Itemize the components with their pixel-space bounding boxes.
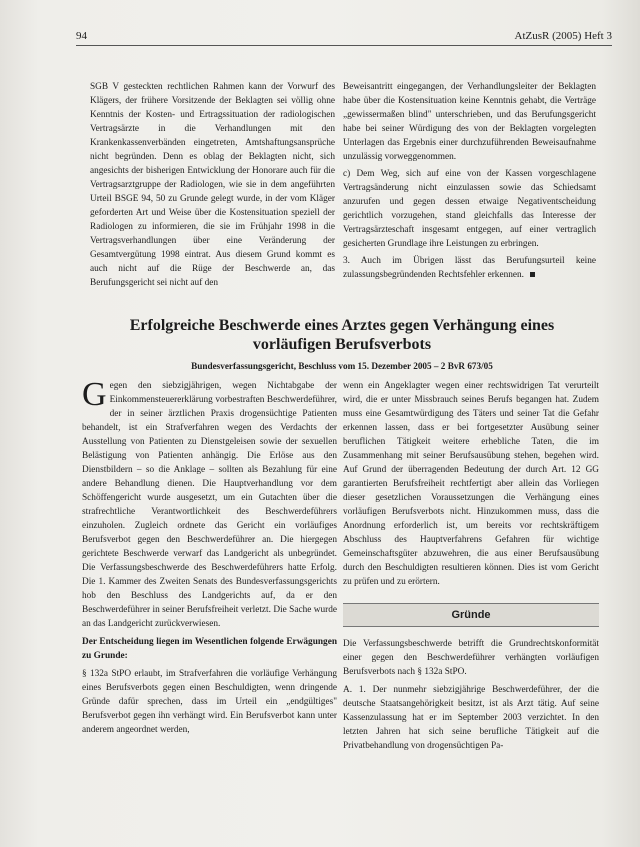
paragraph-text: 3. Auch im Übrigen lässt das Berufungsurteil keine zulassungsbegründenden Rechtsfehler erkennen. — [343, 256, 596, 280]
end-of-article-mark — [530, 272, 535, 277]
article-right-column — [343, 379, 599, 757]
paragraph: A. 1. Der nunmehr siebzigjährige Beschwerdeführer, der die deutsche Staatsangehörigkeit besitzt, ist als Arzt tätig. Auf seine Kassenzulassung hat er im September 2003 verzichtet. In den letzten Jahren hat sich seine berufliche Tätigkeit auf die Privatbehandlung von drogensüchtigen Pa- — [343, 685, 599, 751]
page-number: 94 — [76, 30, 87, 42]
journal-reference: AtZusR (2005) Heft 3 — [514, 30, 612, 42]
drop-cap: G — [82, 376, 107, 413]
article-left-column — [82, 376, 337, 741]
paragraph: Beweisantritt eingegangen, der Verhandlungsleiter der Beklagten habe über die Kostensituation keine Kenntnis gehabt, die Verträge „gewissermaßen blind" unterschrieben, und das Berufungsgericht habe bei seiner Würdigung des von der Beklagten vorgelegten Unterlagen das Ergebnis einer durchzuführenden Beweisaufnahme unzulässig vorweggenommen. — [343, 82, 596, 162]
intro-text: egen den siebzigjährigen, wegen Nichtabgabe der Einkommensteuererklärung vorbestraften Beschwerdeführer, der in seiner ärztlichen Praxis drogensüchtige Patienten behandelt, ist ein Strafverfahren wegen des Verdachts der Ausstellung von Patienten zu Dienstgeleisen sowie der sexuellen Belästigung von Patienten anhängig. Die Erlöse aus den Dienstbildern – so die Anklage – sollten als Bezahlung für eine andere Behandlung dienen. Die Hauptverhandlung vor dem Schöffengericht wurde ausgesetzt, um ein Gutachten über die strafrechtliche Verantwortlichkeit des Beschwerdeführers einzuholen. Zugleich ordnete das Gericht ein vorläufiges Berufsverbot gegen den Beschwerdeführer an. Die hiergegen gerichtete Beschwerde verwarf das Landgericht als unbegründet. Die Verfassungsbeschwerde des Beschwerdeführers hatte Erfolg. Die 1. Kammer des Zweiten Senats des Bundesverfassungsgerichts hob den Beschluss des Landgerichts auf, da er den Beschwerdeführer in seiner Berufsfreiheit verletzt. Die Sache wurde an das Landgericht zurückverwiesen. — [82, 381, 337, 629]
paragraph — [343, 254, 596, 282]
intro-paragraph — [82, 376, 337, 631]
paragraph: Die Verfassungsbeschwerde betrifft die Grundrechtskonformität einer gegen den Beschwerdeführer verhängten vorläufigen Berufsverbots nach § 132a StPO. — [343, 639, 599, 677]
paragraph: § 132a StPO erlaubt, im Strafverfahren die vorläufige Verhängung eines Berufsverbots gegen einen Beschuldigten, wenn dringende Gründe dafür sprechen, dass im Urteil ein „endgültiges" Berufsverbot gegen ihn verhängt wird. Ein Berufsverbot kann unter anderem angeordnet werden, — [82, 669, 337, 735]
running-header — [76, 30, 612, 44]
paragraph: wenn ein Angeklagter wegen einer rechtswidrigen Tat verurteilt wird, die er unter Missbrauch seines Berufs begangen hat. Zudem muss eine Gesamtwürdigung des Täters und seiner Tat die Gefahr erkennen lassen, dass er bei fortgesetzter Ausübung seiner beruflichen Tätigkeit weitere erhebliche Taten, die im Zusammenhang mit seiner Berufsausübung stehen, begehen wird. Auf Grund der überragenden Bedeutung der durch Art. 12 GG garantierten Berufsfreiheit rechtfertigt aber allein das Vorliegen dieser gesetzlichen Voraussetzungen die Verhängung eines vorläufigen Berufsverbots nicht. Hinzukommen muss, dass die Anordnung erforderlich ist, um bereits vor rechtskräftigem Abschluss des Hauptverfahrens Gefahren für wichtige Gemeinschaftsgüter abzuwehren, die aus einer Berufsausübung durch den Beschuldigten resultieren können. Dies ist vom Gericht zu prüfen und zu erörtern. — [343, 381, 599, 587]
lead-in-bold: Der Entscheidung liegen im Wesentlichen folgende Erwägungen zu Grunde: — [82, 637, 337, 661]
top-left-column — [90, 80, 335, 293]
section-heading-gruende: Gründe — [343, 603, 599, 627]
paragraph: c) Dem Weg, sich auf eine von der Kassen vorgeschlagene Vertragsänderung nicht einzulassen sowie das Schiedsamt anzurufen und gegen dessen etwaige Negativentscheidung gerichtlich vorzugehen, stand gleichfalls das Interesse der Vertragsärzteschaft insgesamt entgegen, auf einer vertraglich gesicherten Grundlage ihre Leistungen zu erbringen. — [343, 169, 596, 249]
article-title: Erfolgreiche Beschwerde eines Arztes gegen Verhängung eines vorläufigen Berufsverbots — [129, 317, 555, 353]
court-decision-citation: Bundesverfassungsgericht, Beschluss vom 15. Dezember 2005 – 2 BvR 673/05 — [191, 361, 493, 371]
top-right-column — [343, 80, 596, 285]
header-rule — [76, 45, 612, 46]
paragraph: SGB V gesteckten rechtlichen Rahmen kann der Vorwurf des Klägers, der frühere Vorsitzende der Beklagten sei völlig ohne Kenntnis der Kosten- und Ertragssituation der radiologischen Vertragsärzte in die Verhandlungen mit den Krankenkassenverbänden eingetreten, Amtshaftungsansprüche nicht begründen. Denn es oblag der Beklagten nicht, sich angesichts der bisherigen Entwicklung der Honorare auch für die Vertragsarztgruppe der Radiologen, wie sie in dem angeführten Urteil BSGE 94, 50 zu Grunde gelegt wurde, in der vom Kläger geforderten Art und Weise über die Kostensituation speziell der Radiologen zu informieren, die sie im Frühjahr 1998 in die Vertragsverhandlungen über eine Veränderung der Gesamtvergütung 1998 eintrat. Aus diesem Grund kommt es auch nicht auf die Rüge der Beschwerde an, das Berufungsgericht sei nicht auf den — [90, 82, 335, 288]
